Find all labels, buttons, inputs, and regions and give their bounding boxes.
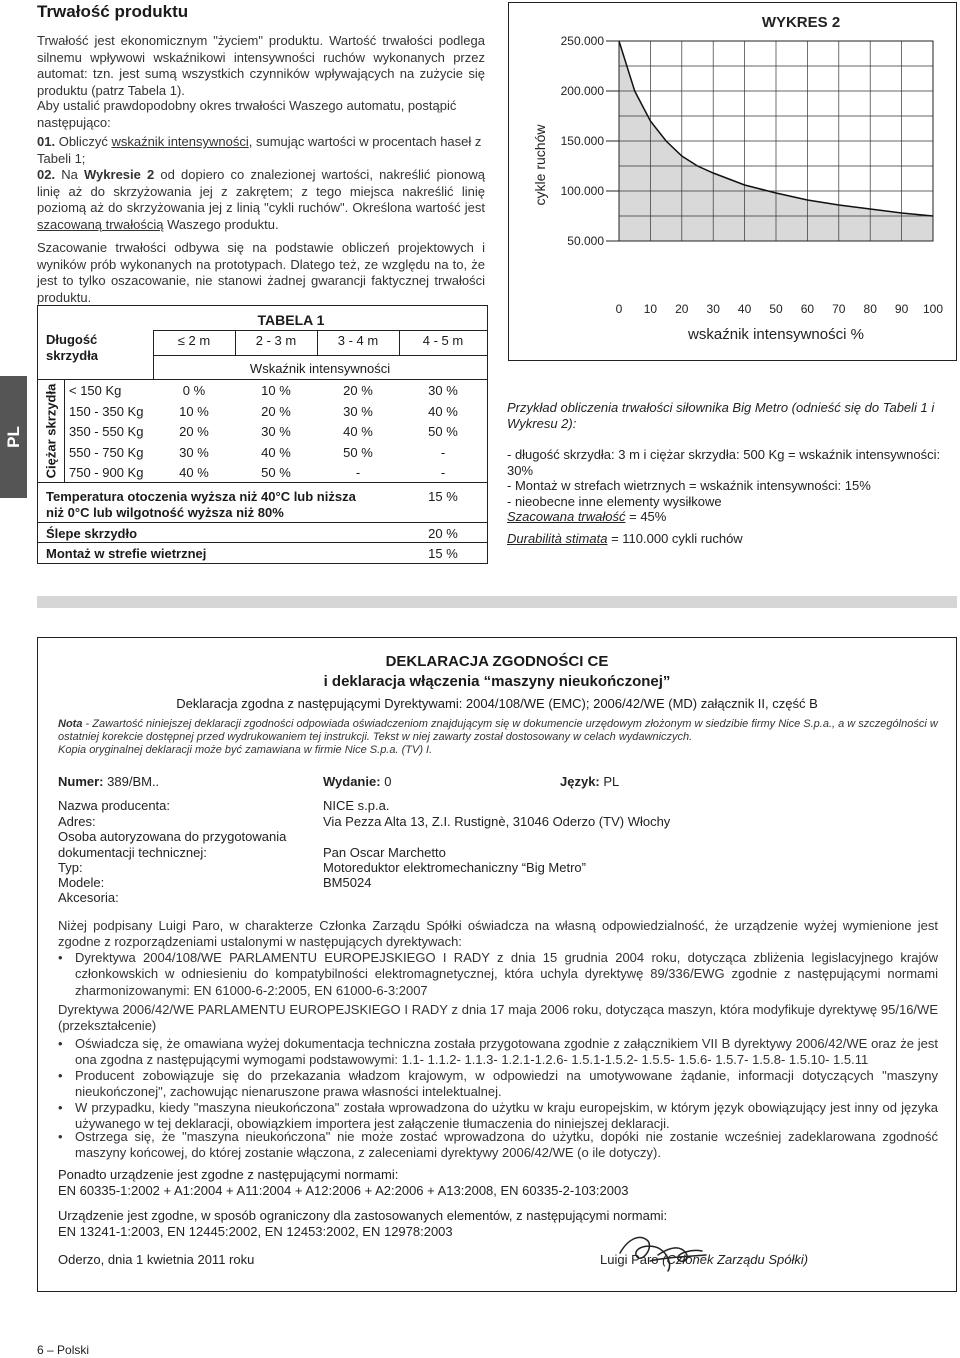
intensity-cell: 40 % bbox=[343, 424, 373, 439]
bullet-emc bbox=[58, 950, 938, 999]
field-label-authorized: Osoba autoryzowana do przygotowania bbox=[58, 829, 287, 844]
wydanie-field bbox=[323, 774, 391, 790]
x-tick-label: 90 bbox=[894, 302, 909, 316]
intensity-cell: 0 % bbox=[182, 383, 206, 398]
chart-wykres-2 bbox=[508, 2, 957, 361]
x-tick-label: 20 bbox=[675, 302, 689, 316]
extra-temperature-value: 15 % bbox=[428, 489, 458, 504]
x-tick-label: 40 bbox=[737, 302, 752, 316]
field-value-address: Via Pezza Alta 13, Z.I. Rustignè, 31046 Oderzo (TV) Włochy bbox=[323, 814, 671, 829]
intensity-cell: 40 % bbox=[261, 444, 291, 460]
y-tick-label: 50.000 bbox=[567, 234, 604, 248]
field-value-models: BM5024 bbox=[323, 875, 372, 890]
language-tab bbox=[0, 376, 27, 498]
x-axis-label: wskaźnik intensywności % bbox=[688, 326, 864, 343]
bullet-emc-text: Dyrektywa 2004/108/WE PARLAMENTU EUROPEJSKIEGO I RADY z dnia 15 grudnia 2004 roku, dotycząca zbliżenia legislacyjnego krajów członkowskich w odniesieniu do kompatybilności elektromagnetycznej, która uchyla dyrektywę 89/336/EWG zgodnie z następującymi normami zharmonizowanymi: EN 61000-6-2:2005, EN 61000-6-3:2007 bbox=[75, 950, 938, 998]
extra-wind-label: Montaż w strefie wietrznej bbox=[46, 546, 207, 561]
y-tick-label: 200.000 bbox=[560, 84, 604, 98]
durability-label: Durabilità stimata bbox=[507, 530, 608, 546]
x-tick-label: 70 bbox=[832, 302, 846, 316]
note-label: Nota bbox=[58, 718, 83, 730]
bullet-dot: • bbox=[58, 950, 63, 965]
extra-temperature-label: Temperatura otoczenia wyższa niż 40°C lub niższa niż 0°C lub wilgotność wyższa niż 80% bbox=[46, 489, 356, 520]
bullet-dot: • bbox=[58, 1068, 63, 1083]
table-title: TABELA 1 bbox=[257, 312, 325, 328]
field-label-type: Typ: bbox=[58, 860, 83, 875]
step-2 bbox=[37, 167, 485, 233]
intensity-cell: 40 % bbox=[428, 403, 458, 419]
field-label-tech-doc: dokumentacji technicznej: bbox=[58, 845, 207, 860]
weight-header-cell bbox=[38, 379, 64, 482]
field-value-type: Motoreduktor elektromechaniczny “Big Metro” bbox=[323, 860, 586, 875]
wydanie-value: 0 bbox=[384, 774, 392, 789]
place-date: Oderzo, dnia 1 kwietnia 2011 roku bbox=[58, 1252, 255, 1267]
field-label-manufacturer: Nazwa producenta: bbox=[58, 798, 171, 813]
step-1-number: 01. bbox=[37, 134, 56, 149]
declaration-title-2: i deklaracja włączenia “maszyny nieukończonej” bbox=[323, 673, 671, 690]
intensity-cell: - bbox=[440, 465, 446, 480]
bullet-dot: • bbox=[58, 1129, 63, 1144]
x-tick-label: 30 bbox=[706, 302, 720, 316]
durability-value: = 110.000 cykli ruchów bbox=[611, 530, 743, 546]
bullet-md-1 bbox=[58, 1036, 938, 1069]
example-line-2: - Montaż w strefach wietrznych = wskaźnik intensywności: 15% bbox=[507, 478, 871, 493]
signer bbox=[600, 1252, 808, 1268]
intensity-cell: 50 % bbox=[261, 465, 291, 480]
y-tick-label: 100.000 bbox=[560, 184, 604, 198]
norms-2: EN 13241-1:2003, EN 12445:2002, EN 12453:2002, EN 12978:2003 bbox=[58, 1224, 453, 1239]
step-2-number: 02. bbox=[37, 167, 56, 182]
declaration-intro: Niżej podpisany Luigi Paro, w charakterze Członka Zarządu Spółki oświadcza na własną odpowiedzialność, że urządzenie wyżej wymienione jest zgodne z rozporządzeniami ustalonymi w następujących dyrektywach: bbox=[58, 918, 938, 950]
chart-svg bbox=[509, 3, 958, 362]
signer-name: Luigi Paro bbox=[600, 1252, 659, 1267]
section-title: Trwałość produktu bbox=[37, 2, 189, 21]
intensity-cell: 10 % bbox=[261, 383, 291, 398]
norms-2-intro: Urządzenie jest zgodne, w sposób ograniczony dla zastosowanych elementów, z następującymi normami: bbox=[58, 1208, 668, 1223]
intensity-cell: 30 % bbox=[343, 403, 373, 419]
section-divider bbox=[37, 596, 957, 608]
declaration-note bbox=[58, 718, 938, 744]
bullet-md-1-text: Oświadcza się, że omawiana wyżej dokumentacja techniczna została przygotowana zgodnie z załącznikiem VII B dyrektywy 2006/42/WE oraz że jest ona zgodna z następującymi wymogami podstawowymi: 1.1- 1.1.2- 1.1.3- 1.2.1-1.2.6- 1.5.1-1.5.2- 1.5.5- 1.5.6- 1.5.7- 1.5.8- 1.5.10- 1.5.11 bbox=[75, 1036, 938, 1068]
declaration-title: DEKLARACJA ZGODNOŚCI CE bbox=[385, 653, 609, 670]
jezyk-field bbox=[560, 774, 619, 790]
step-1-pre: Obliczyć bbox=[58, 134, 108, 149]
x-tick-label: 50 bbox=[769, 302, 783, 316]
intensity-cell: 20 % bbox=[179, 424, 209, 439]
intro-paragraph-2: Aby ustalić prawdopodobny okres trwałości Waszego automatu, postąpić następująco: bbox=[37, 98, 457, 130]
length-col-1: ≤ 2 m bbox=[177, 333, 211, 348]
bullet-md-4-text: Ostrzega się, że "maszyna nieukończona" nie może zostać wprowadzona do użytku, dopóki nie zostanie wcześniej zadeklarowana zgodność maszyny końcowej, do której zostanie włączona, z zaleceniami dyrektywy 2006/42/WE (o ile dotyczy). bbox=[75, 1129, 938, 1161]
bullet-md-3 bbox=[58, 1100, 938, 1133]
calculation-example bbox=[507, 400, 957, 546]
field-label-address: Adres: bbox=[58, 814, 96, 829]
step-2-chart-ref: Wykresie 2 bbox=[84, 167, 155, 182]
intro-paragraph-3: Szacowanie trwałości odbywa się na podstawie obliczeń projektowych i wyników prób wykonanych na prototypach. Dlatego też, ze względu na to, że jest to tylko oszacowanie, nie stanowi żadnej gwarancji faktycznej trwałości produktu. bbox=[37, 240, 485, 305]
intro-paragraph-1: Trwałość jest ekonomicznym "życiem" produktu. Wartość trwałości podlega silnemu wpływowi wskaźnikowi intensywności ruchów wykonanych przez automat: tzn. jest sumą wszystkich czynników wpływających na zużycie się produktu (patrz Tabela 1). bbox=[37, 33, 485, 98]
intensity-cell: 40 % bbox=[179, 465, 209, 480]
intensity-cell: 30 % bbox=[179, 444, 209, 460]
length-col-3: 3 - 4 m bbox=[337, 333, 379, 348]
extra-wind-value: 15 % bbox=[428, 546, 458, 561]
x-tick-label: 100 bbox=[922, 302, 944, 316]
bullet-md-3-text: W przypadku, kiedy "maszyna nieukończona" została wprowadzona do użytku w kraju europejskim, w którym język obowiązujący jest inny od języka używanego w tej deklaracji, obowiązkiem importera jest załączenie tłumaczenia do niniejszej deklaracji. bbox=[75, 1100, 938, 1132]
chart-title: WYKRES 2 bbox=[761, 14, 841, 31]
intensity-cell: 30 % bbox=[261, 424, 291, 439]
example-title: Przykład obliczenia trwałości siłownika Big Metro (odnieść się do Tabeli 1 i Wykresu 2): bbox=[507, 400, 935, 431]
y-tick-label: 150.000 bbox=[560, 134, 604, 148]
weight-row-label: 150 - 350 Kg bbox=[69, 403, 144, 419]
estimated-life-value: = 45% bbox=[629, 509, 667, 524]
length-col-4: 4 - 5 m bbox=[422, 333, 464, 348]
step-2-pre: Na bbox=[61, 167, 78, 182]
jezyk-value: PL bbox=[603, 774, 620, 789]
step-2-end: Waszego produktu. bbox=[167, 216, 279, 232]
wydanie-label: Wydanie: bbox=[323, 774, 381, 789]
numer-label: Numer: bbox=[58, 774, 104, 789]
language-tab-label: PL bbox=[3, 426, 23, 448]
intensity-cell: 50 % bbox=[428, 424, 458, 439]
step-1-post: , sumując wartości w procentach haseł z Tabeli 1; bbox=[37, 134, 482, 166]
x-tick-label: 80 bbox=[863, 302, 877, 316]
note-text: - Zawartość niniejszej deklaracji zgodności odpowiada oświadczeniom znajdującym się w dokumencie urzędowym złożonym w siedzibie firmy Nice S.p.a., a w szczególności w ostatniej korekcie dostępnej przed wydrukowaniem tej instrukcji. Tekst w niej zawarty został dostosowany w celach wydawniczych. bbox=[58, 718, 938, 743]
intensity-cell: 20 % bbox=[261, 403, 291, 419]
jezyk-label: Język: bbox=[560, 774, 600, 789]
bullet-md-2 bbox=[58, 1068, 938, 1101]
bullet-dot: • bbox=[58, 1036, 63, 1051]
field-value-manufacturer: NICE s.p.a. bbox=[323, 798, 390, 813]
extra-blind-label: Ślepe skrzydło bbox=[46, 526, 138, 541]
table-1 bbox=[37, 305, 488, 564]
estimated-life-label: Szacowana trwałość bbox=[507, 509, 626, 524]
intensity-cell: 10 % bbox=[179, 403, 209, 419]
bullet-md-4 bbox=[58, 1129, 938, 1162]
weight-row-label: 550 - 750 Kg bbox=[69, 444, 144, 460]
field-label-models: Modele: bbox=[58, 875, 105, 890]
field-value-tech-doc: Pan Oscar Marchetto bbox=[323, 845, 446, 860]
intensity-cell: 20 % bbox=[343, 383, 373, 398]
index-header: Wskaźnik intensywności bbox=[249, 361, 391, 376]
weight-row-label: 350 - 550 Kg bbox=[69, 424, 144, 439]
numer-value: 389/BM.. bbox=[107, 774, 160, 789]
norms-1: EN 60335-1:2002 + A1:2004 + A11:2004 + A12:2006 + A2:2006 + A13:2008, EN 60335-2-103:2003 bbox=[58, 1183, 629, 1198]
intensity-cell: - bbox=[355, 465, 361, 480]
step-1 bbox=[37, 134, 485, 167]
example-line-3: - nieobecne inne elementy wysiłkowe bbox=[507, 493, 722, 509]
field-label-accessories: Akcesoria: bbox=[58, 890, 119, 905]
weight-row-label: 750 - 900 Kg bbox=[69, 465, 144, 480]
signer-role: (Członek Zarządu Spółki) bbox=[662, 1252, 809, 1267]
bullet-md-2-text: Producent zobowiązuje się do przekazania władzom krajowym, w odpowiedzi na umotywowane żądanie, informacji dotyczących "maszyny nieukończonej", zachowując nienaruszone prawa własności intelektualnej. bbox=[75, 1068, 938, 1100]
note-copy: Kopia oryginalnej deklaracji może być zamawiana w firmie Nice S.p.a. (TV) I. bbox=[58, 744, 433, 756]
page-footer: 6 – Polski bbox=[37, 1343, 90, 1357]
step-1-link: wskaźnik intensywności bbox=[111, 134, 249, 149]
y-tick-label: 250.000 bbox=[560, 34, 604, 48]
x-tick-label: 60 bbox=[800, 302, 815, 316]
length-header: Długość skrzydła bbox=[46, 332, 99, 363]
intensity-cell: - bbox=[440, 444, 446, 460]
weight-row-label: < 150 Kg bbox=[69, 383, 122, 398]
length-col-2: 2 - 3 m bbox=[255, 333, 297, 348]
bullet-dot: • bbox=[58, 1100, 63, 1115]
x-tick-label: 0 bbox=[615, 302, 623, 316]
intensity-cell: 30 % bbox=[428, 383, 458, 398]
y-axis-label: cykle ruchów bbox=[532, 124, 548, 206]
md-directive: Dyrektywa 2006/42/WE PARLAMENTU EUROPEJSKIEGO I RADY z dnia 17 maja 2006 roku, dotycząca maszyn, która modyfikuje dyrektywę 95/16/WE (przekształcenie) bbox=[58, 1002, 938, 1034]
example-line-1: - długość skrzydła: 3 m i ciężar skrzydła: 500 Kg = wskaźnik intensywności: 30% bbox=[507, 447, 941, 478]
declaration-subtitle: Deklaracja zgodna z następującymi Dyrektywami: 2004/108/WE (EMC); 2006/42/WE (MD) załącznik II, część B bbox=[176, 696, 818, 711]
x-tick-label: 10 bbox=[643, 302, 658, 316]
extra-blind-value: 20 % bbox=[428, 526, 458, 541]
weight-header: Ciężar skrzydła bbox=[43, 383, 59, 478]
intensity-cell: 50 % bbox=[343, 444, 373, 460]
numer-field bbox=[58, 774, 159, 790]
step-2-text: od dopiero co znalezionej wartości, nakreślić pionową linię aż do skrzyżowania jej z zakrętem; z tego miejsca nakreślić linię poziomą aż do skrzyżowania jej z linią "cykli ruchów". Określona wartość jest bbox=[37, 167, 485, 215]
norms-1-intro: Ponadto urządzenie jest zgodne z następującymi normami: bbox=[58, 1167, 399, 1182]
step-2-link: szacowaną trwałością bbox=[37, 216, 164, 232]
